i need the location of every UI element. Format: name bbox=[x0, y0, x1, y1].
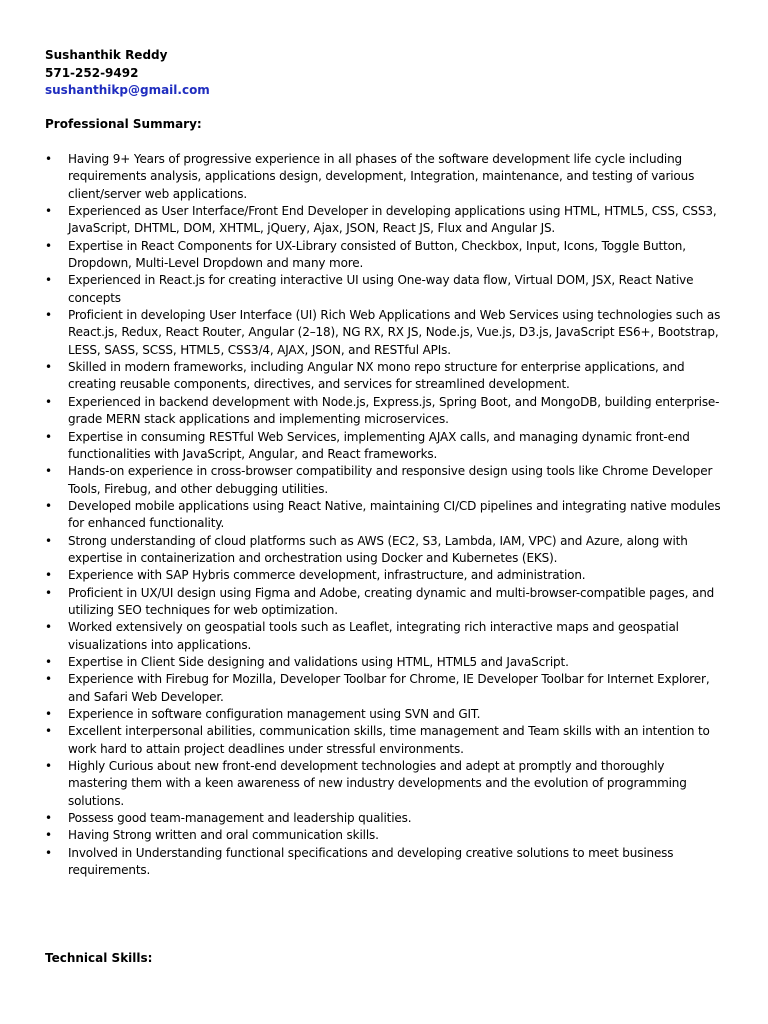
professional-summary-list bbox=[45, 151, 725, 879]
list-item bbox=[45, 671, 725, 706]
bullet-icon: • bbox=[45, 238, 52, 253]
list-item bbox=[45, 619, 725, 654]
list-item-text: Proficient in developing User Interface (UI) Rich Web Applications and Web Services using technologies such as React.js, Redux, React Router, Angular (2–18), NG RX, RX JS, Node.js, Vue.js, D3.js, JavaScript ES6+, Bootstrap, LESS, SASS, SCSS, HTML5, CSS3/4, AJAX, JSON, and RESTful APIs. bbox=[68, 308, 721, 357]
bullet-icon: • bbox=[45, 585, 52, 600]
bullet-icon: • bbox=[45, 724, 52, 739]
list-item-text: Strong understanding of cloud platforms such as AWS (EC2, S3, Lambda, IAM, VPC) and Azure, along with expertise in containerization and orchestration using Docker and Kubernetes (EKS). bbox=[68, 533, 688, 565]
bullet-icon: • bbox=[45, 498, 52, 513]
list-item-text: Hands-on experience in cross-browser compatibility and responsive design using tools like Chrome Developer Tools, Firebug, and other debugging utilities. bbox=[68, 464, 713, 496]
list-item bbox=[45, 810, 725, 827]
bullet-icon: • bbox=[45, 360, 52, 375]
list-item bbox=[45, 394, 725, 429]
list-item-text: Expertise in React Components for UX-Library consisted of Button, Checkbox, Input, Icons, Toggle Button, Dropdown, Multi-Level Dropdown and many more. bbox=[68, 238, 686, 271]
bullet-icon: • bbox=[45, 394, 52, 409]
bullet-icon: • bbox=[45, 533, 52, 548]
professional-summary-heading: Professional Summary: bbox=[45, 117, 202, 131]
list-item bbox=[45, 758, 725, 810]
list-item-text: Highly Curious about new front-end development technologies and adept at promptly and thoroughly mastering them with a keen awareness of new industry developments and the evolution of programming solutions. bbox=[68, 759, 687, 808]
list-item-text: Developed mobile applications using React Native, maintaining CI/CD pipelines and integrating native modules for enhanced functionality. bbox=[68, 498, 721, 531]
technical-skills-heading: Technical Skills: bbox=[45, 951, 153, 965]
bullet-icon: • bbox=[45, 429, 52, 444]
bullet-icon: • bbox=[45, 759, 52, 774]
list-item-text: Having Strong written and oral communication skills. bbox=[68, 828, 379, 843]
list-item bbox=[45, 203, 725, 238]
list-item-text: Excellent interpersonal abilities, communication skills, time management and Team skills with an intention to work hard to attain project deadlines under stressful environments. bbox=[68, 724, 710, 756]
bullet-icon: • bbox=[45, 672, 52, 687]
candidate-name: Sushanthik Reddy bbox=[45, 48, 168, 62]
list-item bbox=[45, 723, 725, 758]
contact-header bbox=[45, 47, 210, 100]
list-item-text: Experience with SAP Hybris commerce development, infrastructure, and administration. bbox=[68, 568, 586, 583]
bullet-icon: • bbox=[45, 707, 52, 721]
bullet-icon: • bbox=[45, 464, 52, 479]
list-item-text: Skilled in modern frameworks, including Angular NX mono repo structure for enterprise applications, and creating reusable components, directives, and services for streamlined development. bbox=[68, 360, 685, 392]
list-item bbox=[45, 359, 725, 394]
list-item-text: Possess good team-management and leadership qualities. bbox=[68, 811, 412, 826]
email-address[interactable]: sushanthikp@gmail.com bbox=[45, 83, 210, 97]
list-item-text: Experience with Firebug for Mozilla, Developer Toolbar for Chrome, IE Developer Toolbar for Internet Explorer, and Safari Web Developer. bbox=[68, 672, 710, 704]
list-item bbox=[45, 654, 725, 671]
list-item bbox=[45, 827, 725, 844]
list-item bbox=[45, 463, 725, 498]
bullet-icon: • bbox=[45, 828, 52, 843]
list-item-text: Involved in Understanding functional specifications and developing creative solutions to meet business requirements. bbox=[68, 845, 674, 878]
bullet-icon: • bbox=[45, 308, 52, 323]
list-item-text: Experience in software configuration management using SVN and GIT. bbox=[68, 707, 481, 721]
bullet-icon: • bbox=[45, 620, 52, 635]
bullet-icon: • bbox=[45, 654, 52, 669]
list-item-text: Experienced in React.js for creating interactive UI using One-way data flow, Virtual DOM, JSX, React Native concepts bbox=[68, 273, 694, 305]
list-item-text: Expertise in consuming RESTful Web Services, implementing AJAX calls, and managing dynamic front-end functionalities with JavaScript, Angular, and React frameworks. bbox=[68, 429, 690, 461]
bullet-icon: • bbox=[45, 845, 52, 860]
list-item-text: Expertise in Client Side designing and validations using HTML, HTML5 and JavaScript. bbox=[68, 654, 569, 669]
phone-number: 571-252-9492 bbox=[45, 65, 139, 80]
list-item bbox=[45, 272, 725, 307]
list-item bbox=[45, 238, 725, 273]
bullet-icon: • bbox=[45, 273, 52, 288]
list-item bbox=[45, 567, 725, 584]
list-item bbox=[45, 307, 725, 359]
list-item-text: Having 9+ Years of progressive experience in all phases of the software development life cycle including requirements analysis, applications design, development, Integration, maintenance, and testing of various client/server web applications. bbox=[68, 152, 695, 201]
bullet-icon: • bbox=[45, 568, 52, 583]
list-item bbox=[45, 498, 725, 533]
list-item-text: Proficient in UX/UI design using Figma and Adobe, creating dynamic and multi-browser-compatible pages, and utilizing SEO techniques for web optimization. bbox=[68, 585, 715, 617]
bullet-icon: • bbox=[45, 811, 52, 826]
list-item bbox=[45, 429, 725, 464]
list-item bbox=[45, 845, 725, 880]
list-item bbox=[45, 151, 725, 203]
list-item-text: Experienced as User Interface/Front End Developer in developing applications using HTML, HTML5, CSS, CSS3, JavaScript, DHTML, DOM, XHTML, jQuery, Ajax, JSON, React JS, Flux and Angular JS. bbox=[68, 204, 717, 236]
list-item bbox=[45, 585, 725, 620]
list-item bbox=[45, 533, 725, 568]
list-item bbox=[45, 706, 725, 723]
bullet-icon: • bbox=[45, 204, 52, 219]
bullet-icon: • bbox=[45, 152, 52, 166]
list-item-text: Experienced in backend development with Node.js, Express.js, Spring Boot, and MongoDB, building enterprise-grade MERN stack applications and implementing microservices. bbox=[68, 394, 720, 427]
list-item-text: Worked extensively on geospatial tools such as Leaflet, integrating rich interactive maps and geospatial visualizations into applications. bbox=[68, 620, 679, 652]
